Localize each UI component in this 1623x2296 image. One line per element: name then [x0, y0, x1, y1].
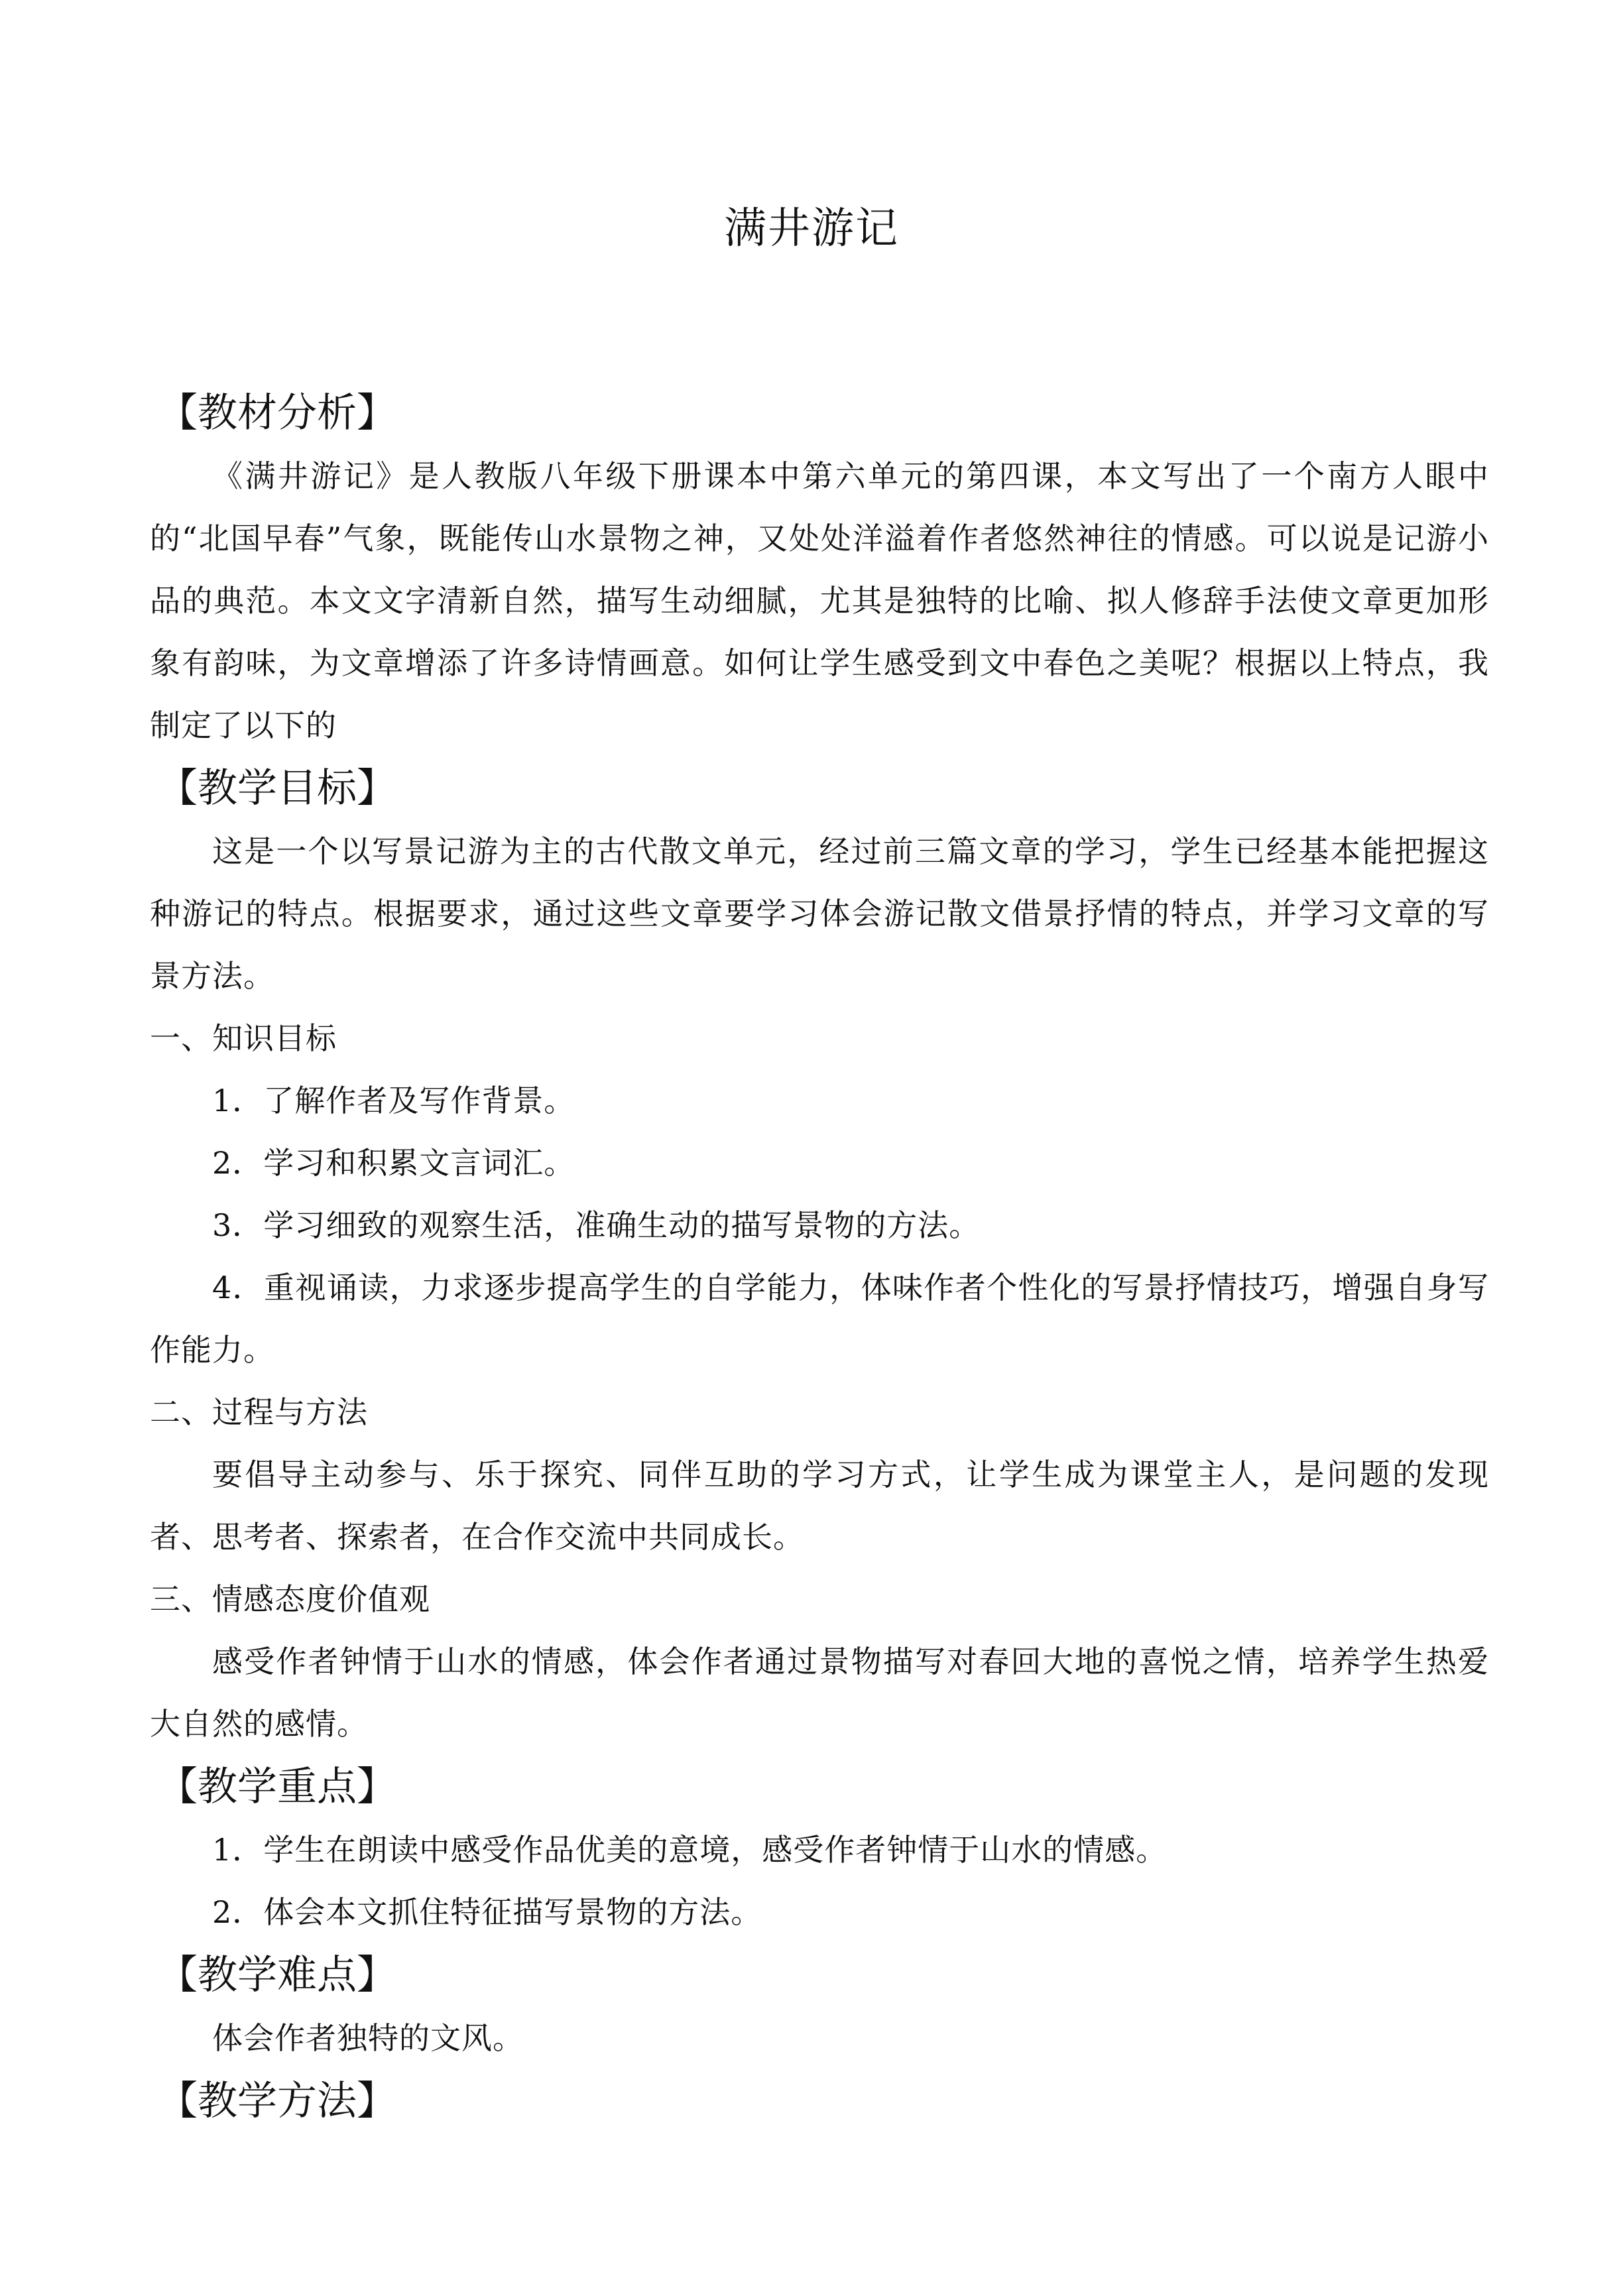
- key-point-item-1: 1．学生在朗读中感受作品优美的意境，感受作者钟情于山水的情感。: [212, 1832, 1168, 1868]
- paragraph-emotion-values: 感受作者钟情于山水的情感，体会作者通过景物描写对春回大地的喜悦之情，培养学生热爱大自然的感情。: [150, 1644, 1489, 1742]
- paragraph-teaching-goals: 这是一个以写景记游为主的古代散文单元，经过前三篇文章的学习，学生已经基本能把握这种游记的特点。根据要求，通过这些文章要学习体会游记散文借景抒情的特点，并学习文章的写景方法。: [150, 833, 1489, 994]
- heading-difficulties: 【教学难点】: [158, 1952, 396, 1998]
- key-point-item-2: 2．体会本文抓住特征描写景物的方法。: [212, 1894, 762, 1930]
- knowledge-item-1: 1．了解作者及写作背景。: [212, 1083, 575, 1118]
- document-body: [150, 381, 1489, 2133]
- heading-key-points: 【教学重点】: [158, 1764, 396, 1810]
- knowledge-item-4: 4．重视诵读，力求逐步提高学生的自学能力，体味作者个性化的写景抒情技巧，增强自身写作能力。: [150, 1270, 1489, 1368]
- label-process-methods: 二、过程与方法: [150, 1394, 368, 1430]
- heading-teaching-goals: 【教学目标】: [158, 765, 396, 812]
- document-title: 满井游记: [724, 204, 899, 253]
- knowledge-item-3: 3．学习细致的观察生活，准确生动的描写景物的方法。: [212, 1207, 981, 1243]
- heading-material-analysis: 【教材分析】: [158, 390, 396, 436]
- heading-methods: 【教学方法】: [158, 2078, 396, 2124]
- label-emotion-values: 三、情感态度价值观: [150, 1581, 430, 1617]
- paragraph-difficulties: 体会作者独特的文风。: [212, 2020, 524, 2056]
- paragraph-material-analysis: 《满井游记》是人教版八年级下册课本中第六单元的第四课，本文写出了一个南方人眼中的“北国早春”气象，既能传山水景物之神，又处处洋溢着作者悠然神往的情感。可以说是记游小品的典范。本文文字清新自然，描写生动细腻，尤其是独特的比喻、拟人修辞手法使文章更加形象有韵味，为文章增添了许多诗情画意。如何让学生感受到文中春色之美呢？根据以上特点，我制定了以下的: [150, 458, 1489, 743]
- label-knowledge-goals: 一、知识目标: [150, 1020, 337, 1056]
- paragraph-process-methods: 要倡导主动参与、乐于探究、同伴互助的学习方式，让学生成为课堂主人，是问题的发现者、思考者、探索者，在合作交流中共同成长。: [150, 1457, 1489, 1555]
- knowledge-item-2: 2．学习和积累文言词汇。: [212, 1145, 575, 1181]
